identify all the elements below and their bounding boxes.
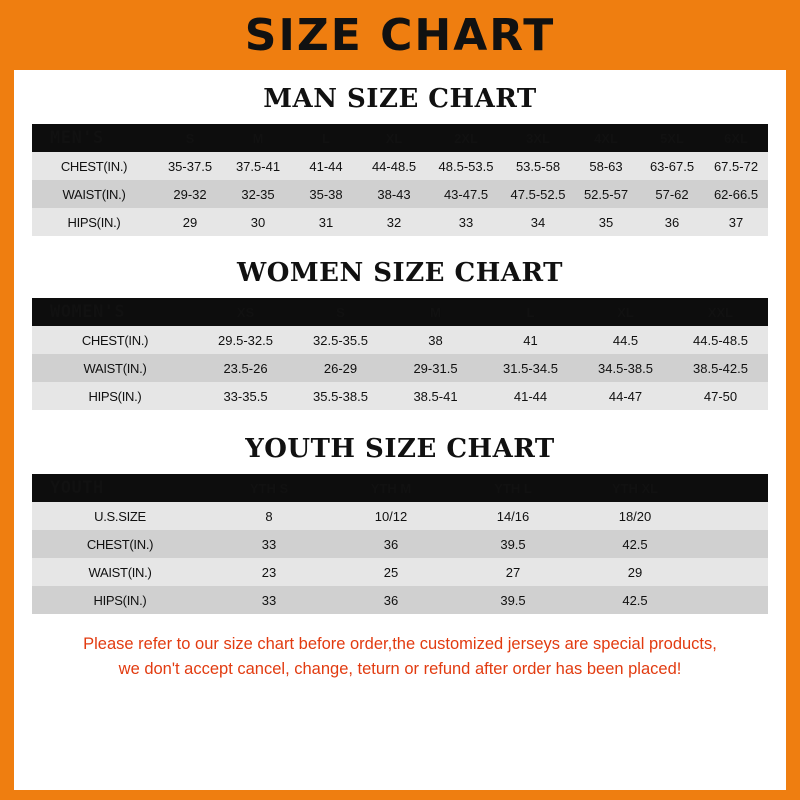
table-row — [32, 180, 768, 208]
cell: 41-44 — [292, 152, 360, 180]
row-label: CHEST(IN.) — [32, 326, 198, 354]
cell: 36 — [330, 530, 452, 558]
cell: 42.5 — [574, 586, 696, 614]
header-cell: M — [388, 298, 483, 326]
cell: 37 — [704, 208, 768, 236]
cell: 41 — [483, 326, 578, 354]
header-cell: 4XL — [572, 124, 640, 152]
women-size-table — [32, 298, 768, 410]
cell: 33 — [208, 586, 330, 614]
cell: 44-48.5 — [360, 152, 428, 180]
row-label: CHEST(IN.) — [32, 152, 156, 180]
cell: 41-44 — [483, 382, 578, 410]
header-cell: YTH XL — [574, 474, 696, 502]
cell: 63-67.5 — [640, 152, 704, 180]
row-label: WAIST(IN.) — [32, 180, 156, 208]
cell: 36 — [330, 586, 452, 614]
cell: 47-50 — [673, 382, 768, 410]
cell: 37.5-41 — [224, 152, 292, 180]
table-row — [32, 586, 768, 614]
header-cell: YTH S — [208, 474, 330, 502]
cell: 29.5-32.5 — [198, 326, 293, 354]
header-cell: YOUTH — [32, 474, 208, 502]
cell: 29-32 — [156, 180, 224, 208]
row-label: HIPS(IN.) — [32, 208, 156, 236]
cell: 34.5-38.5 — [578, 354, 673, 382]
cell: 33 — [208, 530, 330, 558]
cell: 34 — [504, 208, 572, 236]
banner — [0, 0, 800, 70]
bottom-accent-bar — [14, 790, 786, 800]
footer-note — [42, 632, 758, 682]
content — [14, 84, 786, 682]
header-cell: XL — [360, 124, 428, 152]
cell-empty — [696, 530, 768, 558]
cell-empty — [696, 558, 768, 586]
header-cell: YTH L — [452, 474, 574, 502]
row-label: WAIST(IN.) — [32, 558, 208, 586]
cell: 25 — [330, 558, 452, 586]
cell: 27 — [452, 558, 574, 586]
cell: 32 — [360, 208, 428, 236]
cell: 44.5 — [578, 326, 673, 354]
header-cell: S — [156, 124, 224, 152]
women-section-title: WOMEN SIZE CHART — [237, 258, 563, 288]
cell: 31.5-34.5 — [483, 354, 578, 382]
cell: 67.5-72 — [704, 152, 768, 180]
footer-line-2: we don't accept cancel, change, teturn or refund after order has been placed! — [118, 659, 682, 678]
cell: 35.5-38.5 — [293, 382, 388, 410]
header-cell: XS — [198, 298, 293, 326]
header-cell: WOMEN'S — [32, 298, 198, 326]
table-row — [32, 530, 768, 558]
header-cell: L — [292, 124, 360, 152]
cell: 39.5 — [452, 586, 574, 614]
youth-size-table — [32, 474, 768, 614]
cell: 23.5-26 — [198, 354, 293, 382]
cell: 33 — [428, 208, 504, 236]
cell: 44-47 — [578, 382, 673, 410]
cell: 47.5-52.5 — [504, 180, 572, 208]
cell: 48.5-53.5 — [428, 152, 504, 180]
table-row — [32, 502, 768, 530]
page-title: SIZE CHART — [244, 9, 556, 61]
cell: 23 — [208, 558, 330, 586]
cell: 38.5-41 — [388, 382, 483, 410]
cell: 10/12 — [330, 502, 452, 530]
header-cell: XXL — [673, 298, 768, 326]
cell: 14/16 — [452, 502, 574, 530]
cell: 29 — [156, 208, 224, 236]
cell: 36 — [640, 208, 704, 236]
table-row — [32, 382, 768, 410]
header-cell: 3XL — [504, 124, 572, 152]
cell: 35-38 — [292, 180, 360, 208]
cell: 58-63 — [572, 152, 640, 180]
cell: 62-66.5 — [704, 180, 768, 208]
cell: 35-37.5 — [156, 152, 224, 180]
header-cell: YTH M — [330, 474, 452, 502]
table-header-row — [32, 298, 768, 326]
table-row — [32, 558, 768, 586]
table-row — [32, 208, 768, 236]
cell: 53.5-58 — [504, 152, 572, 180]
cell: 32-35 — [224, 180, 292, 208]
youth-section-title: YOUTH SIZE CHART — [245, 434, 555, 464]
cell: 57-62 — [640, 180, 704, 208]
cell: 32.5-35.5 — [293, 326, 388, 354]
table-row — [32, 326, 768, 354]
cell: 44.5-48.5 — [673, 326, 768, 354]
cell: 38.5-42.5 — [673, 354, 768, 382]
man-section-title: MAN SIZE CHART — [263, 84, 537, 114]
header-cell: MEN'S — [32, 124, 156, 152]
header-cell: XL — [578, 298, 673, 326]
row-label: CHEST(IN.) — [32, 530, 208, 558]
row-label: U.S.SIZE — [32, 502, 208, 530]
cell-empty — [696, 502, 768, 530]
cell: 33-35.5 — [198, 382, 293, 410]
header-cell-empty — [696, 474, 768, 502]
cell: 30 — [224, 208, 292, 236]
table-header-row — [32, 474, 768, 502]
cell: 43-47.5 — [428, 180, 504, 208]
cell: 18/20 — [574, 502, 696, 530]
row-label: HIPS(IN.) — [32, 586, 208, 614]
header-cell: 5XL — [640, 124, 704, 152]
man-size-table — [32, 124, 768, 236]
cell: 42.5 — [574, 530, 696, 558]
footer-line-1: Please refer to our size chart before order,the customized jerseys are special products, — [83, 635, 717, 653]
header-cell: L — [483, 298, 578, 326]
header-cell: 2XL — [428, 124, 504, 152]
cell: 35 — [572, 208, 640, 236]
cell: 8 — [208, 502, 330, 530]
header-cell: S — [293, 298, 388, 326]
cell: 31 — [292, 208, 360, 236]
table-row — [32, 354, 768, 382]
cell: 39.5 — [452, 530, 574, 558]
row-label: HIPS(IN.) — [32, 382, 198, 410]
cell: 29-31.5 — [388, 354, 483, 382]
header-cell: M — [224, 124, 292, 152]
cell: 52.5-57 — [572, 180, 640, 208]
table-header-row — [32, 124, 768, 152]
cell-empty — [696, 586, 768, 614]
cell: 26-29 — [293, 354, 388, 382]
table-row — [32, 152, 768, 180]
header-cell: 6XL — [704, 124, 768, 152]
cell: 38-43 — [360, 180, 428, 208]
cell: 29 — [574, 558, 696, 586]
cell: 38 — [388, 326, 483, 354]
row-label: WAIST(IN.) — [32, 354, 198, 382]
